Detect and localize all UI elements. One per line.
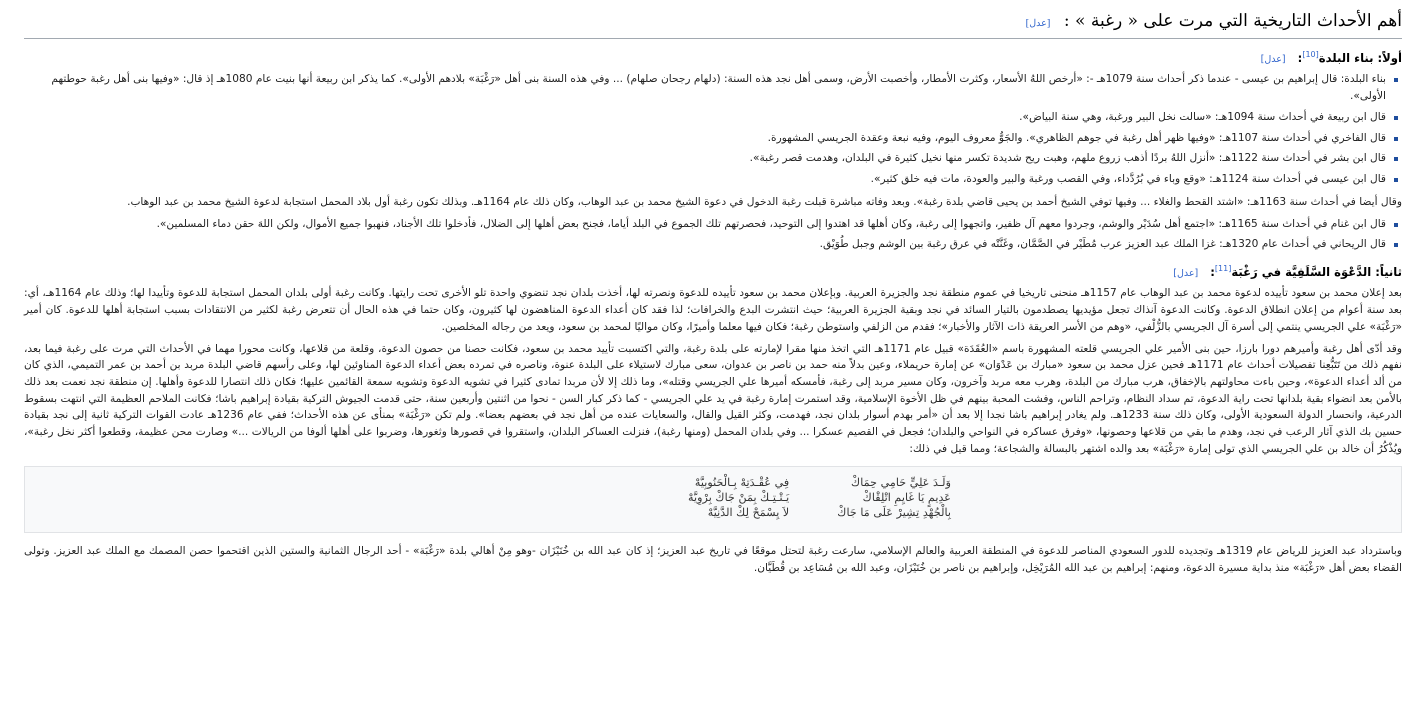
poem-line xyxy=(640,475,951,490)
poem-hemistich: لاَ يِسْمَحْ لِكْ الدَّنِيَّهْ xyxy=(707,505,790,519)
section2-paragraph-2: وقد أدّى أهل رغبة وأميرهم دورا بارزا، حين بنى الأمير علي الجريسي قلعته المشهورة باسم «العُقَدَة» قبيل عام 1171هـ التي اتخذ منها مقرا لإمارته على بلدة رغبة، والتي اكتسبت تأييد محمد بن سعود، فكانت حصنا من حصون الدعوة، وقلعة من قلاعها، وكانت محورا مهما في الأحداث التي مرت على رغبة فيما بعد، نفهم ذلك من تَتَبُّعِنا تفصيلات أحداث عام 1171هـ فحين عزل محمد بن سعود «مبارك بن عَدْوَان» عن إمارة حريملاء، وعين بدلاً منه حمد بن ناصر بن عدوان، سعى مبارك لاستيلاء على البلدة عنوة، وناصره في تمرده بعض أعداء الدعوة المناوئين لها، وعلى رأسهم قاضي البلدة مربد بن أحمد بن عمر التميمي، الذي كان من ألد أعداء الدعوة»، وحين باءت محاولتهم بالإخفاق، هرب مبارك من البلدة، وهرب معه مربد وآخرون، وكان مسير مربد إلى رغبة، فأمسكه أميرها علي الجريسي وقتله»، وما ذلك إلا لأن مربدا تمادى كثيرا في تشويه الدعوة وتشويه سمعة القائمين عليها؛ فكان ذلك انتصارا للدعوة وأهلها. إن منطقة نجد نعمت بعد ذلك بالأمن بعد انضواء بقية بلدانها تحت راية الدعوة، تم سداد النظام، وتراحم الناس، وفشت المحبة بينهم في ظل الأخوة الإسلامية، وقد استمرت إمارة رغبة في يد علي الجريسي - كما ذكر كبار السن - نحوا من اثنتين وأربعين سنة، حتى قدمت الجيوش التركية بقيادة إبراهيم باشا؛ فكانت الملاحم العظيمة التي انتهت بسقوط الدرعية، وانحسار الدولة السعودية الأولى، وكان ذلك سنة 1233هـ. ولم يغادر إبراهيم باشا نجدا إلا بعد أن «أمر بهدم أسوار بلدان نجد، فهدمت، وكثر القيل والقال، والسعايات عنده من أهل نجد في بعضهم بعضا». ولم تكن «رَغْبَة» بمنأى عن هذه الأحداث؛ ففي عام 1236هـ عادت القوات التركية ثانية إلى نجد بقيادة حسين بك الذي آثار الرعب في نجد، وهدم ما بقي من قلاعها وحصونها، «وفرق عساكره في النواحي والبلدان؛ فجعل في القصيم عسكرا ... وفي بلدان المحمل (ومنها رغبة)، فنزلت العساكر البلدان، واستقروا في قصورها وثغورها، وضربوا على أهلها ألوفا من الريالات ...» وصارت محن عظيمة، وقطعوا أكثر نخل رغبة»، ويُذْكُرُ أن خالد بن علي الجريسي الذي تولى إمارة «رَغْبَة» بعد والده اشتهر بالبسالة والشجاعة؛ ومما قيل في ذلك: xyxy=(24,342,1402,455)
poem-line xyxy=(640,490,951,505)
list-item: بناء البلدة: قال إبراهيم بن عيسى - عندما ذكر أحداث سنة 1079هـ -: «أرخص اللهُ الأسعار، وكثرت الأمطار، وأخصبت الأرض، وسمى أهل نجد هذه السنة: (دلهام رجحان صلهام) ... وفي هذه السنة بنى أهل «رَغْبَة» بلادهم الأولى». كما يذكر ابن ربيعة أنها بنيت عام 1080هـ إذ قال: «وفيها بنى أهل رغبة حوطتهم الأولى». xyxy=(24,71,1386,104)
section2-paragraph-1: بعد إعلان محمد بن سعود تأييده لدعوة محمد بن عبد الوهاب عام 1157هـ منحنى تاريخيا في عموم منطقة نجد والجزيرة العربية. وبإعلان محمد بن سعود تأييده للدعوة ونصرته لها، أخذت بلدان نجد تنضوي واحدة تلو الأخرى تحت رايتها. وكانت رغبة أولى بلدان المحمل استجابة للدعوة وتأييدا لها؛ وذلك عام 1164هـ، أي: بعد سنة أعوام من إعلان انطلاق الدعوة. وكانت الدعوة آنذاك تجعل مؤيديها يصطدمون بالتيار السائد في نجد وبقية الجزيرة العربية؛ حيث انتشرت البدع والخرافات؛ لذا فقد كان أعداء الدعوة المناهضون لها كثيرون، وكان حتما في هذه الحال أن تتعرض رغبة لكثير من الانتقادات بسبب استجابة أهلها للدعوة. كان أمير «رَغْبَة» علي الجريسي ينتمي إلى أسرة آل الجريسي بالزُّلْفي، «وهم من الأسر العريقة ذات الآثار والأخبار»؛ فقدم من الزلفي واستوطن رغبة؛ فكان فيها معلما وأميرًا، وكان مواليًا لمحمد بن سعود، ويعد من رجاله المخلصين. xyxy=(24,287,1402,333)
section1-list1 xyxy=(24,71,1402,187)
list-item: قال ابن ربيعة في أحداث سنة 1094هـ: «سالت نخل البير ورغبة، وهي سنة البياض». xyxy=(24,109,1386,126)
section2-edit-link[interactable] xyxy=(1173,268,1198,279)
poem-hemistich: فِي عُقْـدَتِهْ بِـالْحَنُوبِيَّهْ xyxy=(694,475,790,489)
list-item: قال ابن بشر في أحداث سنة 1122هـ: «أنزل اللهُ بردًا أذهب زروع ملهم، وهبت ريح شديدة تكسر منها نخيل كثيرة في البلدان، وهدمت قصر رغبة». xyxy=(24,150,1386,167)
section2-paragraph-3: وباسترداد عبد العزيز للرياض عام 1319هـ وتجديده للدور السعودي المناصر للدعوة في المنطقة العربية والعالم الإسلامي، سارعت رغبة لتحتل موقعًا في تاريخ عبد العزيز؛ إذ كان عبد الله بن خُنَيْزَان -وهو مِنْ أهالي بلدة «رَغْبَة» - أحد الرجال الثمانية والستين الذين اقتحموا حصن المصمك مع الملك عبد العزيز. وتولى القضاء بعض أهل «رَغْبَة» منذ بداية مسيرة الدعوة، ومنهم: إبراهيم بن عبد الله المُرَيْخِل، وإبراهيم بن ناصر بن خُنَيْزَان، وعبد الله بن مُسَاعِد بن قُطَيَّان. xyxy=(24,545,1403,574)
section1-list2 xyxy=(24,216,1402,253)
poem-hemistich: عَدِيمٍ يَا غَايِمِ اتْلِقْاكْ xyxy=(862,490,951,504)
title-edit-link[interactable] xyxy=(1026,18,1051,29)
section1-edit-link[interactable] xyxy=(1261,54,1286,65)
section1-heading-text: أولاً: بناء البلدة xyxy=(1318,51,1402,66)
list-item: قال ابن عيسى في أحداث سنة 1124هـ: «وقع وباء في بُرُدَّداء، وفي القصب ورغبة والبير والعودة، مات فيه خلق كثير». xyxy=(24,171,1386,188)
list-item: قال الريحاني في أحداث عام 1320هـ: غزا الملك عبد العزيز عرب مُطَيْر في الصَّمَّان، وغَنَّتْه في عرق رغبة بين الوشم وجبل طُوَيْق. xyxy=(24,236,1386,253)
section2-ref[interactable]: [11] xyxy=(1214,264,1232,274)
section1-heading: أولاً: بناء البلدة[10]: [عدل] xyxy=(1260,50,1402,66)
section1-ref[interactable]: [10] xyxy=(1302,50,1319,60)
section2-heading: ثانياً: الدَّعْوَة السَّلَفِيَّة في رَغْبَة[11]: [عدل] xyxy=(1173,264,1402,280)
poem-box xyxy=(24,466,1402,533)
page-title-text: أهم الأحداث التاريخية التي مرت على « رغبة » : xyxy=(1063,11,1402,31)
page-title xyxy=(24,8,1402,39)
poem-hemistich: بِالْجُهْدِ تِشِيرْ عَلَى مَا جَاكْ xyxy=(837,505,951,519)
section1-paragraph: وقال أيضا في أحداث سنة 1163هـ: «اشتد القحط والغلاء ... وفيها توفي الشيخ أحمد بن يحيى قاضي بلدة رغبة». وبعد وفاته مباشرة قبلت رغبة الدخول في دعوة الشيخ محمد بن عبد الوهاب، وكان ذلك عام 1164هـ. وبذلك تكون رغبة أول بلاد المحمل استجابة لدعوة الشيخ محمد بن عبد الوهاب. xyxy=(127,195,1402,208)
edit-link-text[interactable]: [عدل] xyxy=(1025,18,1051,29)
edit-link-text[interactable]: [عدل] xyxy=(1173,268,1199,280)
poem-line xyxy=(640,505,951,520)
list-item: قال الفاخري في أحداث سنة 1107هـ: «وفيها ظهر أهل رغبة في جوهم الظاهري». والجَوُّ معروف اليوم، وفيه نبعة وعقدة الجريسي المشهورة. xyxy=(24,130,1386,147)
section2-heading-text: ثانياً: الدَّعْوَة السَّلَفِيَّة في رَغْبَة xyxy=(1231,265,1402,280)
poem-hemistich: وَلَـدَ عَلِيٍّ حَامِي حِمَاكْ xyxy=(851,475,951,489)
poem-hemistich: يَـتْـتِـكْ بِمَنْ جَاكْ بِرْوِيَّهْ xyxy=(688,490,790,504)
poem-table xyxy=(640,475,951,520)
edit-link-text[interactable]: [عدل] xyxy=(1260,54,1286,66)
list-item: قال ابن غنام في أحداث سنة 1165هـ: «اجتمع أهل سُدَيْر والوشم، وجردوا معهم آل ظفير، واتجهوا إلى رغبة، وكان أهلها قد اهتدوا إلى التوحيد، فحصرتهم تلك الجموع في البلد أياما، فجنح بعض أهلها إلى الضلال، فأدخلوا تلك الأجناد، فنهبوا جميع الأموال، ولكن اللهَ حقن دماء المسلمين». xyxy=(24,216,1386,233)
